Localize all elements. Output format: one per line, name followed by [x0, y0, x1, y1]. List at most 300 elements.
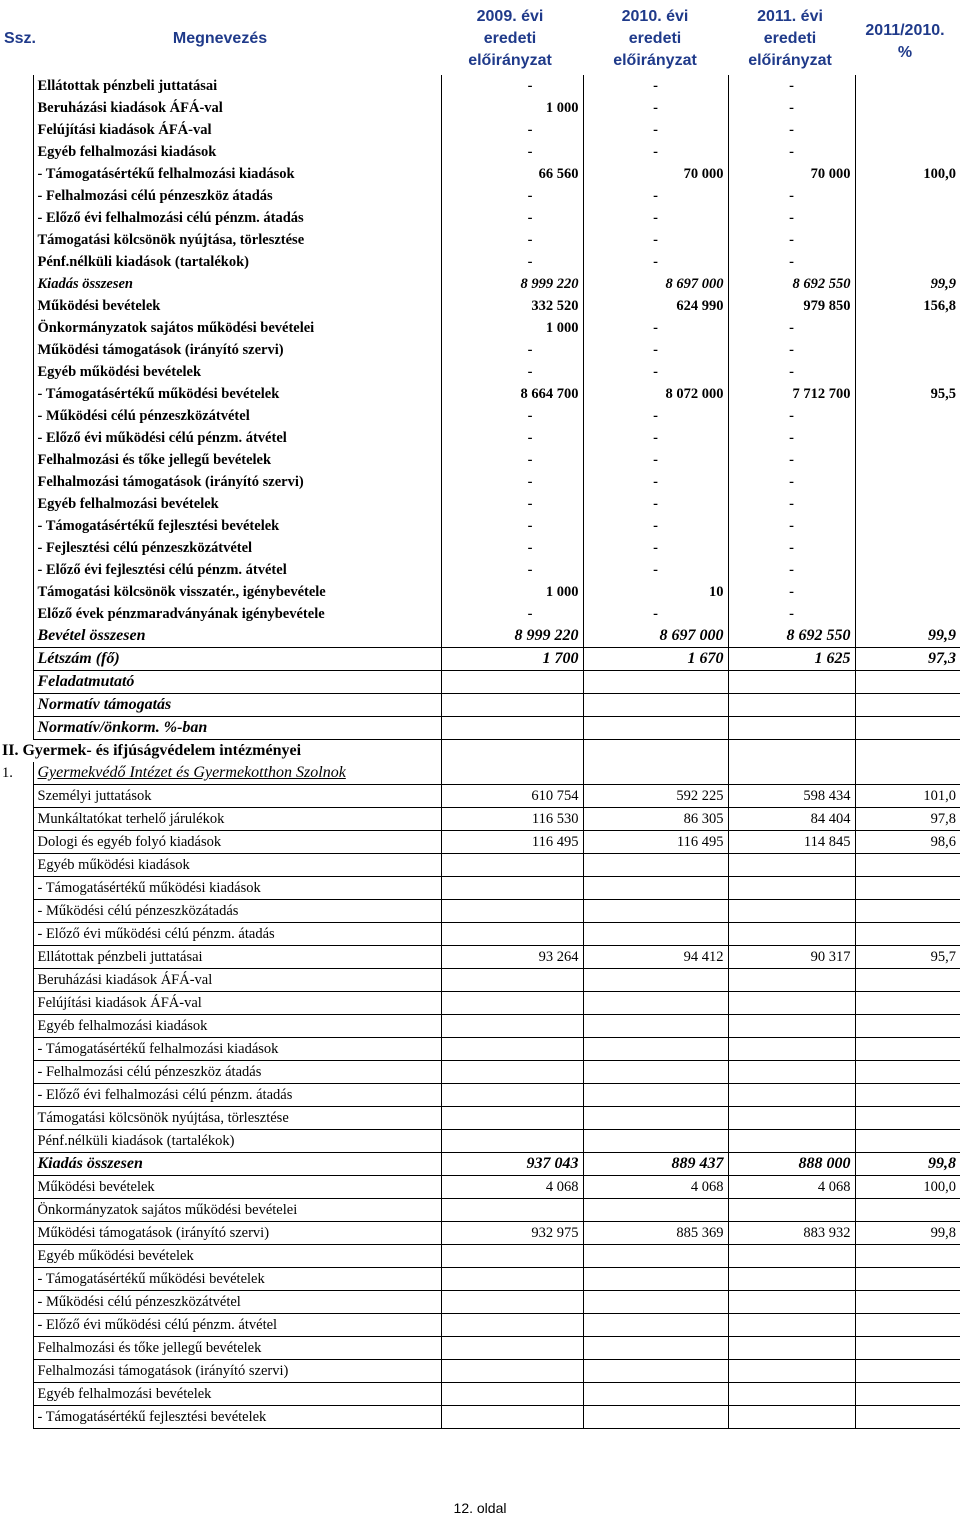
table-row [0, 854, 960, 877]
table-row [0, 361, 960, 383]
value-2011: - [728, 119, 855, 141]
value-2009: 93 264 [441, 946, 583, 969]
table-row [0, 1153, 960, 1176]
value-pct [855, 923, 960, 946]
value-2010 [583, 740, 728, 763]
table-row [0, 1199, 960, 1222]
value-2010 [583, 877, 728, 900]
section-title: II. Gyermek- és ifjúságvédelem intézményei [0, 740, 441, 763]
header-pct-line1: 2011/2010. [865, 22, 945, 39]
row-number [0, 339, 33, 361]
value-pct [855, 1383, 960, 1406]
row-label: - Előző évi működési célú pénzm. átvétel [33, 1314, 441, 1337]
value-2011: 1 625 [728, 648, 855, 671]
row-label: - Fejlesztési célú pénzeszközátvétel [33, 537, 441, 559]
value-2009: - [441, 427, 583, 449]
value-2010: - [583, 339, 728, 361]
value-pct [855, 1130, 960, 1153]
value-2011: 70 000 [728, 163, 855, 185]
budget-table [0, 75, 960, 1429]
row-label: Egyéb felhalmozási bevételek [33, 1383, 441, 1406]
value-2009 [441, 854, 583, 877]
table-row [0, 427, 960, 449]
table-row [0, 785, 960, 808]
value-pct: 156,8 [855, 295, 960, 317]
row-label: Egyéb működési bevételek [33, 1245, 441, 1268]
value-2009: - [441, 361, 583, 383]
value-pct: 95,7 [855, 946, 960, 969]
value-pct: 97,8 [855, 808, 960, 831]
value-2011: - [728, 229, 855, 251]
value-pct [855, 471, 960, 493]
value-2010: 885 369 [583, 1222, 728, 1245]
row-number [0, 581, 33, 603]
header-2011 [735, 6, 845, 72]
row-number [0, 559, 33, 581]
value-2011: 90 317 [728, 946, 855, 969]
row-number [0, 1199, 33, 1222]
value-2010: - [583, 471, 728, 493]
value-2011: 7 712 700 [728, 383, 855, 405]
value-pct: 101,0 [855, 785, 960, 808]
value-2011 [728, 1337, 855, 1360]
value-2009: - [441, 141, 583, 163]
table-row [0, 877, 960, 900]
row-label: Kiadás összesen [33, 273, 441, 295]
value-2010: - [583, 251, 728, 273]
row-number [0, 1245, 33, 1268]
table-row [0, 1291, 960, 1314]
value-2009: - [441, 251, 583, 273]
value-2009 [441, 740, 583, 763]
value-2009: 1 000 [441, 97, 583, 119]
value-2011: - [728, 449, 855, 471]
value-2011: - [728, 317, 855, 339]
value-pct [855, 854, 960, 877]
row-number [0, 1038, 33, 1061]
row-number [0, 785, 33, 808]
row-label: Egyéb felhalmozási kiadások [33, 141, 441, 163]
value-2009: - [441, 471, 583, 493]
row-number [0, 361, 33, 383]
table-row [0, 1084, 960, 1107]
value-2010: - [583, 603, 728, 625]
value-pct [855, 1038, 960, 1061]
table-row [0, 1222, 960, 1245]
row-number [0, 471, 33, 493]
value-2010 [583, 1084, 728, 1107]
value-2011: - [728, 515, 855, 537]
row-label: Létszám (fő) [33, 648, 441, 671]
row-number [0, 831, 33, 854]
table-row [0, 185, 960, 207]
value-2009 [441, 1360, 583, 1383]
value-2009: - [441, 493, 583, 515]
value-2010 [583, 854, 728, 877]
value-2010: - [583, 119, 728, 141]
row-label: Felújítási kiadások ÁFÁ-val [33, 992, 441, 1015]
value-2009 [441, 694, 583, 717]
table-row [0, 493, 960, 515]
row-label: Egyéb működési kiadások [33, 854, 441, 877]
table-row [0, 946, 960, 969]
row-number [0, 163, 33, 185]
table-row [0, 1015, 960, 1038]
value-2010: - [583, 515, 728, 537]
value-2011: - [728, 405, 855, 427]
row-label: Beruházási kiadások ÁFÁ-val [33, 969, 441, 992]
row-label: - Támogatásértékű működési bevételek [33, 1268, 441, 1291]
row-number [0, 97, 33, 119]
row-number [0, 992, 33, 1015]
value-2010 [583, 1038, 728, 1061]
table-row [0, 449, 960, 471]
value-pct [855, 427, 960, 449]
row-label: Kiadás összesen [33, 1153, 441, 1176]
value-2010 [583, 694, 728, 717]
value-pct [855, 1406, 960, 1429]
value-pct: 99,9 [855, 625, 960, 648]
table-row [0, 992, 960, 1015]
row-number [0, 207, 33, 229]
table-row [0, 1038, 960, 1061]
row-number [0, 1061, 33, 1084]
value-2009: - [441, 339, 583, 361]
header-2010-line1: 2010. évi [621, 8, 689, 25]
value-2011 [728, 1084, 855, 1107]
value-2011 [728, 1406, 855, 1429]
value-pct [855, 229, 960, 251]
row-number [0, 493, 33, 515]
row-label: Ellátottak pénzbeli juttatásai [33, 75, 441, 97]
value-pct [855, 900, 960, 923]
value-2011 [728, 671, 855, 694]
row-label: Önkormányzatok sajátos működési bevételei [33, 317, 441, 339]
value-pct [855, 740, 960, 763]
row-number [0, 515, 33, 537]
value-pct [855, 581, 960, 603]
value-2009 [441, 1107, 583, 1130]
value-2011: - [728, 427, 855, 449]
table-row [0, 581, 960, 603]
row-number [0, 923, 33, 946]
value-2009 [441, 1038, 583, 1061]
row-number [0, 671, 33, 694]
row-label: - Előző évi fejlesztési célú pénzm. átvétel [33, 559, 441, 581]
header-2009 [440, 6, 580, 72]
value-2009: 66 560 [441, 163, 583, 185]
value-2011: - [728, 537, 855, 559]
row-number [0, 900, 33, 923]
value-2010: - [583, 493, 728, 515]
value-2011 [728, 1383, 855, 1406]
row-label: Normatív/önkorm. %-ban [33, 717, 441, 740]
value-2009: - [441, 515, 583, 537]
value-2010: 624 990 [583, 295, 728, 317]
value-2010 [583, 1291, 728, 1314]
table-row [0, 515, 960, 537]
value-2010: - [583, 75, 728, 97]
value-pct [855, 515, 960, 537]
value-pct [855, 603, 960, 625]
table-row [0, 923, 960, 946]
value-2009: - [441, 119, 583, 141]
value-2009 [441, 1268, 583, 1291]
value-2010 [583, 1337, 728, 1360]
value-2009 [441, 900, 583, 923]
value-2009 [441, 992, 583, 1015]
value-pct [855, 1107, 960, 1130]
row-number [0, 946, 33, 969]
row-number [0, 141, 33, 163]
value-2009: 116 495 [441, 831, 583, 854]
value-2011: 979 850 [728, 295, 855, 317]
header-name: Megnevezés [172, 30, 268, 47]
value-2010 [583, 717, 728, 740]
value-pct [855, 97, 960, 119]
table-row [0, 1107, 960, 1130]
value-2009 [441, 1406, 583, 1429]
value-2010: - [583, 207, 728, 229]
row-number [0, 1107, 33, 1130]
value-2009: 932 975 [441, 1222, 583, 1245]
table-row [0, 317, 960, 339]
value-2010: 10 [583, 581, 728, 603]
header-2009-line2: eredeti [483, 30, 537, 47]
value-2010: - [583, 559, 728, 581]
value-2010: 8 072 000 [583, 383, 728, 405]
row-number [0, 1130, 33, 1153]
value-2009: - [441, 75, 583, 97]
value-2011 [728, 1015, 855, 1038]
value-pct [855, 317, 960, 339]
row-number [0, 251, 33, 273]
row-label: - Előző évi felhalmozási célú pénzm. átadás [33, 1084, 441, 1107]
row-number [0, 1291, 33, 1314]
value-2009: - [441, 207, 583, 229]
table-row [0, 141, 960, 163]
table-row [0, 97, 960, 119]
value-pct [855, 992, 960, 1015]
row-label: Felhalmozási és tőke jellegű bevételek [33, 449, 441, 471]
row-number [0, 1314, 33, 1337]
row-number [0, 625, 33, 648]
table-row [0, 1314, 960, 1337]
value-2010 [583, 923, 728, 946]
value-2009: - [441, 559, 583, 581]
row-label: Dologi és egyéb folyó kiadások [33, 831, 441, 854]
value-2011: - [728, 559, 855, 581]
row-label: - Támogatásértékű működési kiadások [33, 877, 441, 900]
value-pct [855, 493, 960, 515]
row-label: Támogatási kölcsönök nyújtása, törlesztése [33, 1107, 441, 1130]
value-2011 [728, 1038, 855, 1061]
value-2010 [583, 900, 728, 923]
header-pct [850, 20, 960, 64]
value-pct [855, 717, 960, 740]
value-2010: - [583, 427, 728, 449]
value-2011 [728, 923, 855, 946]
table-row [0, 1130, 960, 1153]
table-row [0, 900, 960, 923]
value-2011 [728, 1245, 855, 1268]
value-2011: - [728, 471, 855, 493]
table-row [0, 1360, 960, 1383]
value-2010: 1 670 [583, 648, 728, 671]
value-2011 [728, 1314, 855, 1337]
value-pct: 99,8 [855, 1222, 960, 1245]
table-row [0, 383, 960, 405]
value-2011: - [728, 185, 855, 207]
row-label: Munkáltatókat terhelő járulékok [33, 808, 441, 831]
row-number [0, 405, 33, 427]
table-row [0, 762, 960, 785]
value-2011: 888 000 [728, 1153, 855, 1176]
header-2010-line2: eredeti [628, 30, 682, 47]
value-pct [855, 1337, 960, 1360]
value-2009: 937 043 [441, 1153, 583, 1176]
row-number [0, 1084, 33, 1107]
row-label: Személyi juttatások [33, 785, 441, 808]
table-row [0, 559, 960, 581]
value-pct [855, 361, 960, 383]
table-row [0, 405, 960, 427]
row-label: Pénf.nélküli kiadások (tartalékok) [33, 1130, 441, 1153]
table-row [0, 75, 960, 97]
table-row [0, 163, 960, 185]
value-2011: - [728, 97, 855, 119]
table-row [0, 831, 960, 854]
value-pct [855, 1245, 960, 1268]
table-row [0, 1406, 960, 1429]
value-pct: 97,3 [855, 648, 960, 671]
value-2009 [441, 1337, 583, 1360]
row-label: Bevétel összesen [33, 625, 441, 648]
header-ssz: Ssz. [3, 30, 36, 47]
value-2010: 4 068 [583, 1176, 728, 1199]
row-label: Előző évek pénzmaradványának igénybevétele [33, 603, 441, 625]
value-2011 [728, 992, 855, 1015]
value-2009 [441, 762, 583, 785]
value-2009: 116 530 [441, 808, 583, 831]
table-row [0, 603, 960, 625]
row-label: Gyermekvédő Intézet és Gyermekotthon Szolnok [33, 762, 441, 785]
row-number [0, 1360, 33, 1383]
table-row [0, 273, 960, 295]
value-2010: 116 495 [583, 831, 728, 854]
row-number [0, 185, 33, 207]
value-2009 [441, 671, 583, 694]
row-label: Működési támogatások (irányító szervi) [33, 339, 441, 361]
value-2011 [728, 1291, 855, 1314]
value-pct [855, 1015, 960, 1038]
value-2009: 4 068 [441, 1176, 583, 1199]
value-2010: 86 305 [583, 808, 728, 831]
row-number [0, 1406, 33, 1429]
table-row [0, 1337, 960, 1360]
value-pct [855, 1360, 960, 1383]
value-2011 [728, 1199, 855, 1222]
row-number [0, 317, 33, 339]
value-pct: 98,6 [855, 831, 960, 854]
table-row [0, 251, 960, 273]
table-row [0, 625, 960, 648]
row-number [0, 1222, 33, 1245]
row-number [0, 119, 33, 141]
table-row [0, 1176, 960, 1199]
value-2009 [441, 1015, 583, 1038]
value-pct [855, 537, 960, 559]
header-2011-line2: eredeti [763, 30, 817, 47]
value-2010: - [583, 229, 728, 251]
value-2010 [583, 1061, 728, 1084]
value-2010: 8 697 000 [583, 273, 728, 295]
value-2011: - [728, 339, 855, 361]
row-label: - Működési célú pénzeszközátvétel [33, 405, 441, 427]
row-number [0, 648, 33, 671]
row-label: Egyéb felhalmozási kiadások [33, 1015, 441, 1038]
table-row [0, 740, 960, 763]
table-row [0, 694, 960, 717]
value-pct: 99,9 [855, 273, 960, 295]
header-2010-line3: előirányzat [613, 52, 697, 69]
value-2011: 84 404 [728, 808, 855, 831]
row-number [0, 1015, 33, 1038]
row-label: Felhalmozási és tőke jellegű bevételek [33, 1337, 441, 1360]
value-2011 [728, 762, 855, 785]
table-row [0, 295, 960, 317]
value-pct [855, 185, 960, 207]
row-label: Normatív támogatás [33, 694, 441, 717]
value-2010: - [583, 317, 728, 339]
row-label: Működési bevételek [33, 295, 441, 317]
value-pct [855, 339, 960, 361]
row-label: - Támogatásértékű felhalmozási kiadások [33, 163, 441, 185]
value-2009 [441, 717, 583, 740]
row-number [0, 969, 33, 992]
row-number [0, 854, 33, 877]
value-pct [855, 1084, 960, 1107]
row-number [0, 427, 33, 449]
header-2009-line3: előirányzat [468, 52, 552, 69]
value-2011: 598 434 [728, 785, 855, 808]
value-2009 [441, 969, 583, 992]
value-2009 [441, 1245, 583, 1268]
value-pct [855, 762, 960, 785]
row-number [0, 877, 33, 900]
value-2011 [728, 1107, 855, 1130]
row-label: Pénf.nélküli kiadások (tartalékok) [33, 251, 441, 273]
row-number [0, 694, 33, 717]
row-number: 1. [2, 765, 13, 782]
value-2010 [583, 1107, 728, 1130]
value-2010 [583, 1130, 728, 1153]
row-label: Felhalmozási támogatások (irányító szervi) [33, 471, 441, 493]
row-number [0, 295, 33, 317]
value-pct [855, 559, 960, 581]
row-label: Egyéb működési bevételek [33, 361, 441, 383]
row-number [0, 1383, 33, 1406]
value-2011: - [728, 581, 855, 603]
row-number [0, 273, 33, 295]
row-label: Működési támogatások (irányító szervi) [33, 1222, 441, 1245]
row-label: Támogatási kölcsönök visszatér., igénybevétele [33, 581, 441, 603]
table-header [0, 0, 960, 75]
value-2010: - [583, 141, 728, 163]
row-label: Működési bevételek [33, 1176, 441, 1199]
value-2011 [728, 854, 855, 877]
table-row [0, 207, 960, 229]
